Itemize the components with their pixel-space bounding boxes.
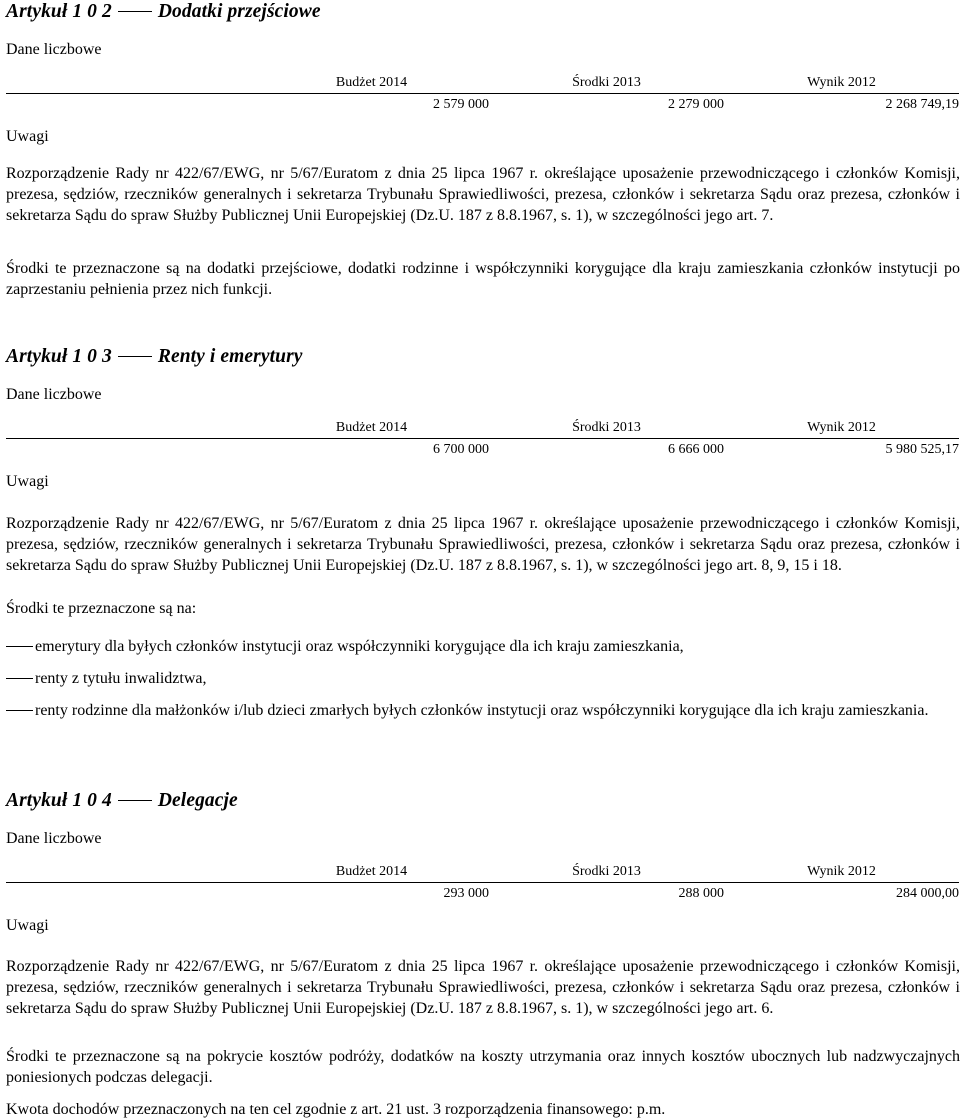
article-number: Artykuł 1 0 2 [6,1,112,22]
budget-table [254,418,959,459]
header-wynik: Wynik 2012 [724,418,959,439]
value-wynik: 284 000,00 [896,886,959,901]
uwagi-label: Uwagi [6,917,49,934]
header-srodki: Środki 2013 [489,73,724,94]
heading-dash [118,11,152,12]
article-104 [6,789,960,1118]
article-title: Delegacje [157,790,238,811]
bullet-dash [6,710,33,711]
header-wynik: Wynik 2012 [724,73,959,94]
header-budzet: Budżet 2014 [254,862,489,883]
budget-table [254,862,959,903]
table-left-rule [6,93,254,94]
header-wynik: Wynik 2012 [724,862,959,883]
list-item-text: emerytury dla byłych członków instytucji oraz współczynniki korygujące dla ich kraju zamieszkania, [35,638,684,655]
uwagi-label: Uwagi [6,128,49,145]
article-heading [6,0,960,24]
list-item-text: renty z tytułu inwalidztwa, [35,670,207,687]
value-budzet: 293 000 [443,886,489,901]
value-srodki: 288 000 [678,886,724,901]
bullet-dash [6,646,33,647]
note: Kwota dochodów przeznaczonych na ten cel zgodnie z art. 21 ust. 3 rozporządzenia finansowego: p.m. [6,1101,666,1118]
header-budzet: Budżet 2014 [254,418,489,439]
table-header-row [254,418,959,439]
table-header-row [254,73,959,94]
article-heading [6,789,960,813]
article-title: Dodatki przejściowe [157,1,321,22]
value-budzet: 2 579 000 [433,97,489,112]
header-srodki: Środki 2013 [489,418,724,439]
description: Środki te przeznaczone są na pokrycie kosztów podróży, dodatków na koszty utrzymania oraz innych kosztów ubocznych lub nadzwyczajnych poniesionych podczas delegacji. [6,1048,960,1086]
value-srodki: 6 666 000 [668,442,724,457]
header-budzet: Budżet 2014 [254,73,489,94]
uwagi-label: Uwagi [6,473,49,490]
article-number: Artykuł 1 0 4 [6,790,112,811]
list-item [6,700,960,721]
article-heading [6,345,960,369]
article-102 [6,0,960,298]
description: Środki te przeznaczone są na dodatki przejściowe, dodatki rodzinne i współczynniki korygujące dla kraju zamieszkania członków instytucji po zaprzestaniu pełnienia przez nich funkcji. [6,260,960,298]
dane-liczbowe-label: Dane liczbowe [6,41,102,58]
intro: Środki te przeznaczone są na: [6,600,197,617]
heading-dash [118,356,152,357]
list-item [6,668,960,689]
table-header-row [254,862,959,883]
list-item [6,636,960,657]
legal-basis: Rozporządzenie Rady nr 422/67/EWG, nr 5/67/Euratom z dnia 25 lipca 1967 r. określające uposażenie przewodniczącego i członków Komisji, prezesa, sędziów, rzeczników generalnych i sekretarza Trybunału Sprawiedliwości, prezesa, członków i sekretarza Sądu oraz prezesa, członków i sekretarza Sądu do spraw Służby Publicznej Unii Europejskiej (Dz.U. 187 z 8.8.1967, s. 1), w szczególności jego art. 7. [6,165,960,224]
article-103 [6,345,960,719]
bullet-dash [6,678,33,679]
table-row [254,883,959,904]
legal-basis: Rozporządzenie Rady nr 422/67/EWG, nr 5/67/Euratom z dnia 25 lipca 1967 r. określające uposażenie przewodniczącego i członków Komisji, prezesa, sędziów, rzeczników generalnych i sekretarza Trybunału Sprawiedliwości, prezesa, członków i sekretarza Sądu oraz prezesa, członków i sekretarza Sądu do spraw Służby Publicznej Unii Europejskiej (Dz.U. 187 z 8.8.1967, s. 1), w szczególności jego art. 6. [6,958,960,1017]
value-wynik: 2 268 749,19 [885,97,959,112]
header-srodki: Środki 2013 [489,862,724,883]
dane-liczbowe-label: Dane liczbowe [6,386,102,403]
table-left-rule [6,438,254,439]
table-row [254,94,959,115]
legal-basis: Rozporządzenie Rady nr 422/67/EWG, nr 5/67/Euratom z dnia 25 lipca 1967 r. określające uposażenie przewodniczącego i członków Komisji, prezesa, sędziów, rzeczników generalnych i sekretarza Trybunału Sprawiedliwości, prezesa, członków i sekretarza Sądu oraz prezesa, członków i sekretarza Sądu do spraw Służby Publicznej Unii Europejskiej (Dz.U. 187 z 8.8.1967, s. 1), w szczególności jego art. 8, 9, 15 i 18. [6,515,960,574]
heading-dash [118,800,152,801]
list-item-text: renty rodzinne dla małżonków i/lub dzieci zmarłych byłych członków instytucji oraz współczynniki korygujące dla ich kraju zamieszkania. [35,702,929,719]
dane-liczbowe-label: Dane liczbowe [6,830,102,847]
value-budzet: 6 700 000 [433,442,489,457]
table-row [254,439,959,460]
value-wynik: 5 980 525,17 [885,442,959,457]
table-left-rule [6,882,254,883]
value-srodki: 2 279 000 [668,97,724,112]
article-number: Artykuł 1 0 3 [6,346,112,367]
budget-table [254,73,959,114]
article-title: Renty i emerytury [157,346,303,367]
